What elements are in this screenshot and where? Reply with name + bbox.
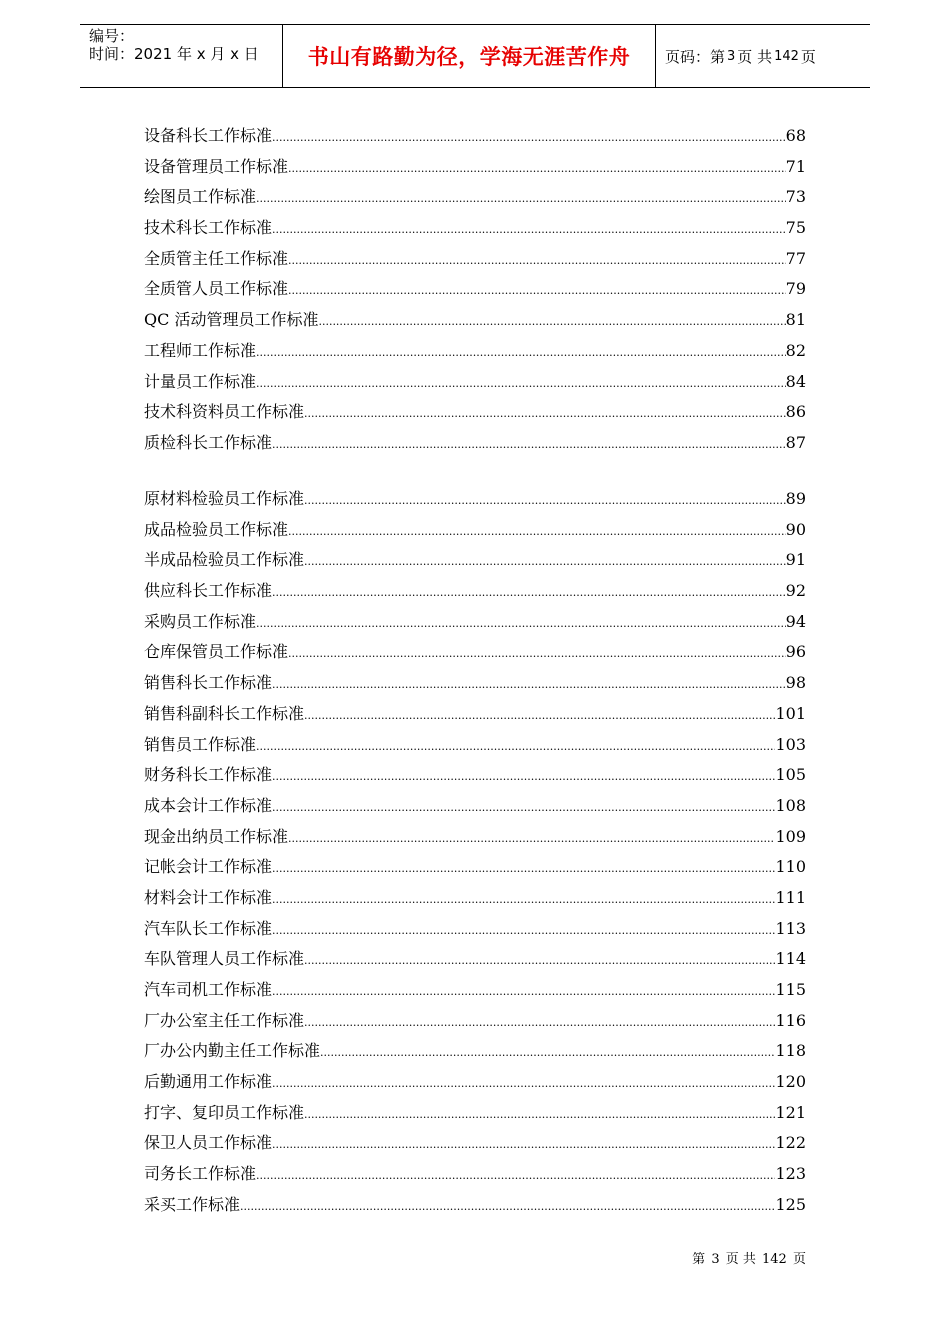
toc-entry-title: 销售员工作标准 — [144, 734, 257, 754]
toc-entry-title: 采买工作标准 — [144, 1194, 241, 1214]
toc-dot-leader — [256, 617, 786, 630]
toc-entry[interactable] — [144, 276, 806, 307]
toc-dot-leader — [304, 1016, 775, 1029]
toc-entry-title: 设备科长工作标准 — [144, 126, 273, 145]
toc-entry-title: 工程师工作标准 — [144, 340, 257, 360]
toc-entry[interactable] — [144, 670, 806, 701]
toc-dot-leader — [272, 770, 775, 783]
toc-entry[interactable] — [144, 215, 806, 246]
toc-entry-page: 98 — [785, 673, 806, 693]
toc-dot-leader — [272, 438, 786, 451]
toc-entry[interactable] — [144, 1192, 806, 1223]
toc-entry[interactable] — [144, 701, 806, 732]
footer-prefix: 第 — [692, 1252, 706, 1267]
toc-dot-leader — [272, 801, 775, 814]
toc-entry[interactable] — [144, 547, 806, 578]
toc-entry-title: 厂办公内勤主任工作标准 — [144, 1041, 321, 1061]
toc-entry-page: 89 — [785, 489, 806, 508]
footer-current: 3 — [711, 1252, 720, 1267]
page-prefix: 页码：第 — [665, 47, 726, 66]
toc-entry-page: 113 — [775, 918, 806, 938]
toc-entry-title: 质检科长工作标准 — [144, 432, 273, 452]
toc-entry[interactable] — [144, 1069, 806, 1100]
toc-entry-title: QC 活动管理员工作标准 — [144, 310, 319, 330]
toc-entry[interactable] — [144, 793, 806, 824]
toc-entry[interactable] — [144, 946, 806, 977]
toc-entry-title: 销售科副科长工作标准 — [144, 703, 305, 723]
toc-entry[interactable] — [144, 1130, 806, 1161]
toc-entry-page: 81 — [785, 310, 806, 330]
toc-entry-page: 111 — [775, 887, 806, 907]
toc-entry[interactable] — [144, 154, 806, 185]
toc-entry[interactable] — [144, 123, 806, 154]
toc-entry[interactable] — [144, 639, 806, 670]
toc-entry[interactable] — [144, 609, 806, 640]
toc-entry-page: 103 — [775, 734, 806, 754]
toc-dot-leader — [304, 555, 786, 568]
toc-entry-title: 全质管人员工作标准 — [144, 279, 289, 299]
toc-dot-leader — [320, 1046, 775, 1059]
toc-dot-leader — [288, 284, 786, 297]
toc-section-2 — [144, 486, 806, 1223]
toc-dot-leader — [288, 254, 786, 267]
toc-entry[interactable] — [144, 307, 806, 338]
toc-entry-title: 汽车队长工作标准 — [144, 918, 273, 938]
header-page-info — [655, 25, 880, 87]
toc-entry-title: 设备管理员工作标准 — [144, 156, 289, 176]
toc-entry[interactable] — [144, 1161, 806, 1192]
serial-label: 编号： — [89, 27, 135, 45]
toc-dot-leader — [272, 893, 775, 906]
page-header — [80, 24, 870, 88]
toc-entry[interactable] — [144, 1100, 806, 1131]
toc-entry[interactable] — [144, 369, 806, 400]
toc-entry-page: 87 — [785, 432, 806, 452]
toc-entry-page: 121 — [775, 1102, 806, 1122]
toc-entry-title: 记帐会计工作标准 — [144, 857, 273, 877]
page-footer — [692, 1248, 806, 1267]
toc-entry[interactable] — [144, 338, 806, 369]
toc-entry-page: 108 — [775, 795, 806, 815]
toc-dot-leader — [256, 377, 786, 390]
footer-mid: 页 共 — [725, 1252, 756, 1267]
toc-entry-page: 92 — [785, 581, 806, 601]
toc-entry-title: 打字、复印员工作标准 — [144, 1102, 305, 1122]
date-line: 时间：2021 年 x 月 x 日 — [89, 45, 259, 63]
toc-entry-title: 销售科长工作标准 — [144, 673, 273, 693]
toc-entry-title: 采购员工作标准 — [144, 611, 257, 631]
toc-dot-leader — [288, 832, 775, 845]
toc-entry[interactable] — [144, 885, 806, 916]
footer-total: 142 — [762, 1252, 787, 1267]
toc-entry-page: 75 — [785, 218, 806, 238]
toc-dot-leader — [288, 162, 786, 175]
toc-entry-title: 后勤通用工作标准 — [144, 1072, 273, 1092]
header-meta — [80, 25, 282, 89]
toc-dot-leader — [256, 740, 775, 753]
toc-dot-leader — [272, 223, 786, 236]
toc-entry-page: 91 — [785, 550, 806, 570]
toc-dot-leader — [240, 1200, 775, 1213]
toc-entry-page: 109 — [775, 826, 806, 846]
page-total: 142 — [774, 48, 799, 64]
toc-dot-leader — [272, 1138, 775, 1151]
toc-entry-page: 77 — [785, 248, 806, 268]
toc-entry-page: 114 — [775, 949, 806, 969]
toc-dot-leader — [272, 924, 775, 937]
toc-entry[interactable] — [144, 916, 806, 947]
toc-entry-title: 绘图员工作标准 — [144, 187, 257, 207]
toc-entry[interactable] — [144, 399, 806, 430]
toc-entry-title: 半成品检验员工作标准 — [144, 550, 305, 570]
toc-dot-leader — [256, 1169, 775, 1182]
toc-entry-page: 90 — [785, 519, 806, 539]
toc-dot-leader — [256, 192, 786, 205]
toc-entry[interactable] — [144, 578, 806, 609]
toc-dot-leader — [304, 494, 786, 507]
toc-entry-title: 汽车司机工作标准 — [144, 980, 273, 999]
toc-dot-leader — [272, 678, 786, 691]
toc-dot-leader — [304, 407, 786, 420]
toc-entry-title: 原材料检验员工作标准 — [144, 489, 305, 508]
toc-entry-page: 110 — [775, 857, 806, 877]
toc-entry-title: 材料会计工作标准 — [144, 887, 273, 907]
toc-entry-title: 成本会计工作标准 — [144, 795, 273, 815]
toc-entry[interactable] — [144, 1008, 806, 1039]
toc-dot-leader — [272, 1077, 775, 1090]
toc-entry-page: 96 — [785, 642, 806, 662]
toc-entry[interactable] — [144, 246, 806, 277]
toc-entry-title: 车队管理人员工作标准 — [144, 949, 305, 969]
toc-entry-page: 68 — [785, 126, 806, 145]
toc-entry-page: 84 — [785, 371, 806, 391]
toc-entry[interactable] — [144, 732, 806, 763]
toc-dot-leader — [288, 525, 786, 538]
toc-dot-leader — [288, 647, 786, 660]
toc-dot-leader — [272, 862, 775, 875]
toc-dot-leader — [318, 315, 785, 328]
footer-suffix: 页 — [792, 1252, 806, 1267]
toc-dot-leader — [304, 954, 775, 967]
toc-entry-title: 仓库保管员工作标准 — [144, 642, 289, 662]
toc-entry-page: 82 — [785, 340, 806, 360]
toc-entry[interactable] — [144, 762, 806, 793]
toc-dot-leader — [256, 346, 786, 359]
toc-entry-page: 71 — [785, 156, 806, 176]
toc-entry-page: 125 — [775, 1194, 806, 1214]
toc-entry-page: 101 — [775, 703, 806, 723]
toc-entry-title: 全质管主任工作标准 — [144, 248, 289, 268]
toc-entry-page: 120 — [775, 1072, 806, 1092]
toc-entry[interactable] — [144, 486, 806, 517]
toc-entry-page: 94 — [785, 611, 806, 631]
toc-entry-title: 司务长工作标准 — [144, 1164, 257, 1184]
toc-entry[interactable] — [144, 517, 806, 548]
toc-entry[interactable] — [144, 184, 806, 215]
toc-entry[interactable] — [144, 977, 806, 1008]
page-current: 3 — [727, 48, 736, 64]
toc-entry-title: 厂办公室主任工作标准 — [144, 1010, 305, 1030]
toc-entry-page: 86 — [785, 402, 806, 422]
toc-entry-title: 现金出纳员工作标准 — [144, 826, 289, 846]
toc-entry-page: 105 — [775, 765, 806, 785]
toc-entry-title: 技术科资料员工作标准 — [144, 402, 305, 422]
toc-entry-page: 79 — [785, 279, 806, 299]
header-motto: 书山有路勤为径，学海无涯苦作舟 — [282, 25, 656, 87]
toc-dot-leader — [272, 131, 786, 144]
toc-entry-title: 计量员工作标准 — [144, 371, 257, 391]
toc-entry[interactable] — [144, 824, 806, 855]
toc-entry-title: 保卫人员工作标准 — [144, 1133, 273, 1153]
toc-entry-title: 供应科长工作标准 — [144, 581, 273, 601]
toc-section-1 — [144, 123, 806, 461]
toc-entry-page: 115 — [775, 980, 806, 999]
toc-entry[interactable] — [144, 1038, 806, 1069]
toc-entry-title: 成品检验员工作标准 — [144, 519, 289, 539]
toc-entry[interactable] — [144, 854, 806, 885]
toc-entry-page: 73 — [785, 187, 806, 207]
page-mid: 页 共 — [737, 47, 773, 66]
toc-dot-leader — [304, 1108, 775, 1121]
toc-entry-title: 技术科长工作标准 — [144, 218, 273, 238]
toc-entry-page: 123 — [775, 1164, 806, 1184]
toc-dot-leader — [304, 709, 775, 722]
toc-entry-title: 财务科长工作标准 — [144, 765, 273, 785]
toc-entry-page: 118 — [775, 1041, 806, 1061]
toc-entry-page: 116 — [775, 1010, 806, 1030]
toc-dot-leader — [272, 985, 775, 998]
toc-dot-leader — [272, 586, 786, 599]
toc-entry-page: 122 — [775, 1133, 806, 1153]
page-suffix: 页 — [800, 47, 816, 66]
toc-entry[interactable] — [144, 430, 806, 461]
